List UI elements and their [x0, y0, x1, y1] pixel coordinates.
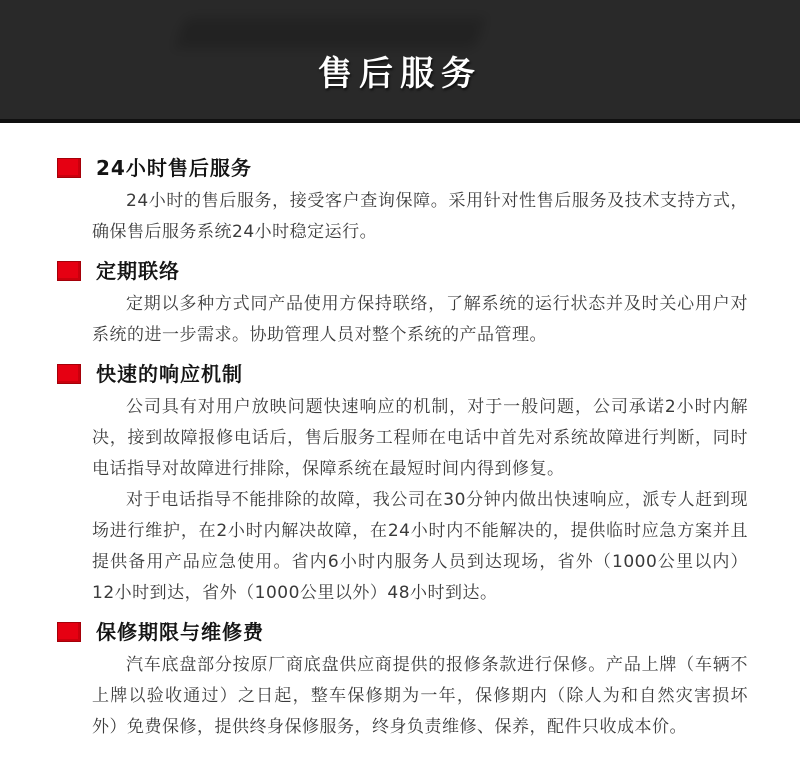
- section-heading: 快速的响应机制: [96, 362, 243, 386]
- section-regular-contact: [57, 259, 748, 351]
- content-area: [0, 123, 800, 769]
- section-heading: 保修期限与维修费: [96, 620, 264, 644]
- section-paragraph: 汽车底盘部分按原厂商底盘供应商提供的报修条款进行保修。产品上牌（车辆不上牌以验收通过）之日起，整车保修期为一年，保修期内（除人为和自然灾害损坏外）免费保修，提供终身保修服务，终身负责维修、保养，配件只收成本价。: [92, 655, 748, 737]
- section-heading-row: [57, 362, 748, 386]
- section-warranty-terms: [57, 620, 748, 743]
- faint-watermark: [175, 18, 485, 48]
- section-rapid-response: [57, 362, 748, 609]
- section-heading: 定期联络: [96, 259, 180, 283]
- red-square-bullet-icon: [57, 158, 81, 178]
- section-paragraph: 定期以多种方式同产品使用方保持联络，了解系统的运行状态并及时关心用户对系统的进一步需求。协助管理人员对整个系统的产品管理。: [92, 294, 748, 345]
- red-square-bullet-icon: [57, 261, 81, 281]
- page-header-banner: [0, 0, 800, 123]
- section-body: [92, 650, 748, 743]
- page-title: 售后服务: [318, 54, 482, 94]
- red-square-bullet-icon: [57, 364, 81, 384]
- section-heading-row: [57, 259, 748, 283]
- section-body: [92, 186, 748, 248]
- section-heading-row: [57, 620, 748, 644]
- section-body: [92, 392, 748, 609]
- section-heading-row: [57, 156, 748, 180]
- section-heading: 24小时售后服务: [96, 156, 252, 180]
- section-24h-service: [57, 156, 748, 248]
- section-paragraph: 24小时的售后服务，接受客户查询保障。采用针对性售后服务及技术支持方式，确保售后服务系统24小时稳定运行。: [92, 191, 748, 242]
- red-square-bullet-icon: [57, 622, 81, 642]
- section-body: [92, 289, 748, 351]
- section-paragraph: 公司具有对用户放映问题快速响应的机制，对于一般问题，公司承诺2小时内解决，接到故障报修电话后，售后服务工程师在电话中首先对系统故障进行判断，同时电话指导对故障进行排除，保障系统在最短时间内得到修复。: [92, 397, 748, 479]
- section-paragraph: 对于电话指导不能排除的故障，我公司在30分钟内做出快速响应，派专人赶到现场进行维护，在2小时内解决故障，在24小时内不能解决的，提供临时应急方案并且提供备用产品应急使用。省内6小时内服务人员到达现场，省外（1000公里以内）12小时到达，省外（1000公里以外）48小时到达。: [92, 490, 748, 603]
